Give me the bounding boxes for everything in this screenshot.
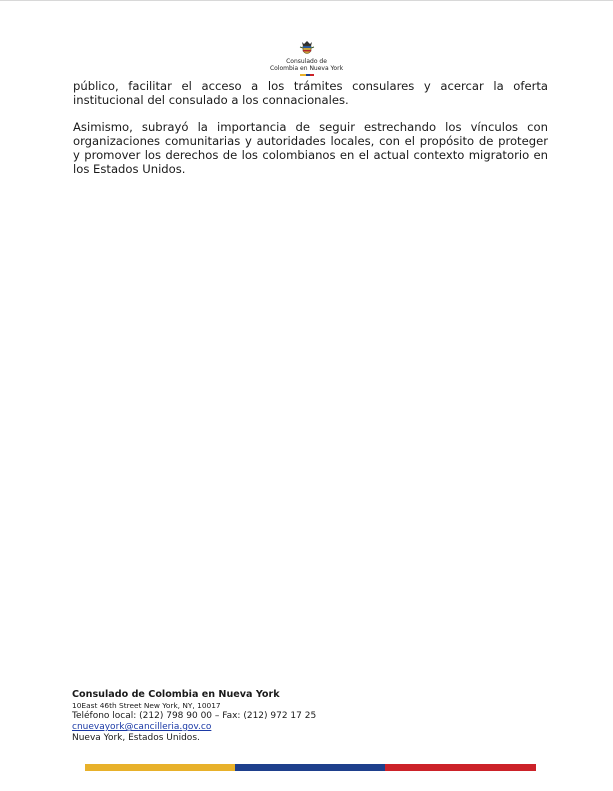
- footer-address: 10East 46th Street New York, NY, 10017: [72, 701, 221, 710]
- footer-org-name: Consulado de Colombia en Nueva York: [72, 689, 280, 700]
- letterhead: [0, 40, 613, 76]
- paragraph-1: público, facilitar el acceso a los trámites consulares y acercar la oferta institucional del consulado a los connacionales.: [73, 79, 548, 107]
- flag-stripe-blue: [235, 764, 385, 771]
- flag-stripe-yellow: [85, 764, 235, 771]
- footer-city: Nueva York, Estados Unidos.: [72, 733, 200, 743]
- letterhead-flag: [300, 74, 314, 76]
- mini-flag-red: [310, 74, 314, 76]
- flag-stripe-red: [385, 764, 536, 771]
- letterhead-line-2: Colombia en Nueva York: [269, 65, 344, 72]
- document-body: [73, 79, 548, 189]
- top-border: [0, 0, 613, 1]
- paragraph-2: Asimismo, subrayó la importancia de seguir estrechando los vínculos con organizaciones comunitarias y autoridades locales, con el propósito de proteger y promover los derechos de los colombianos en el actual contexto migratorio en los Estados Unidos.: [73, 120, 548, 176]
- coat-of-arms-icon: [299, 40, 315, 57]
- footer-phone: Teléfono local: (212) 798 90 00 – Fax: (212) 972 17 25: [72, 711, 317, 721]
- footer-email-link[interactable]: cnuevayork@cancilleria.gov.co: [72, 722, 212, 732]
- footer: [72, 689, 472, 744]
- letterhead-line-1: Consulado de: [286, 58, 327, 65]
- flag-stripe: [85, 764, 536, 771]
